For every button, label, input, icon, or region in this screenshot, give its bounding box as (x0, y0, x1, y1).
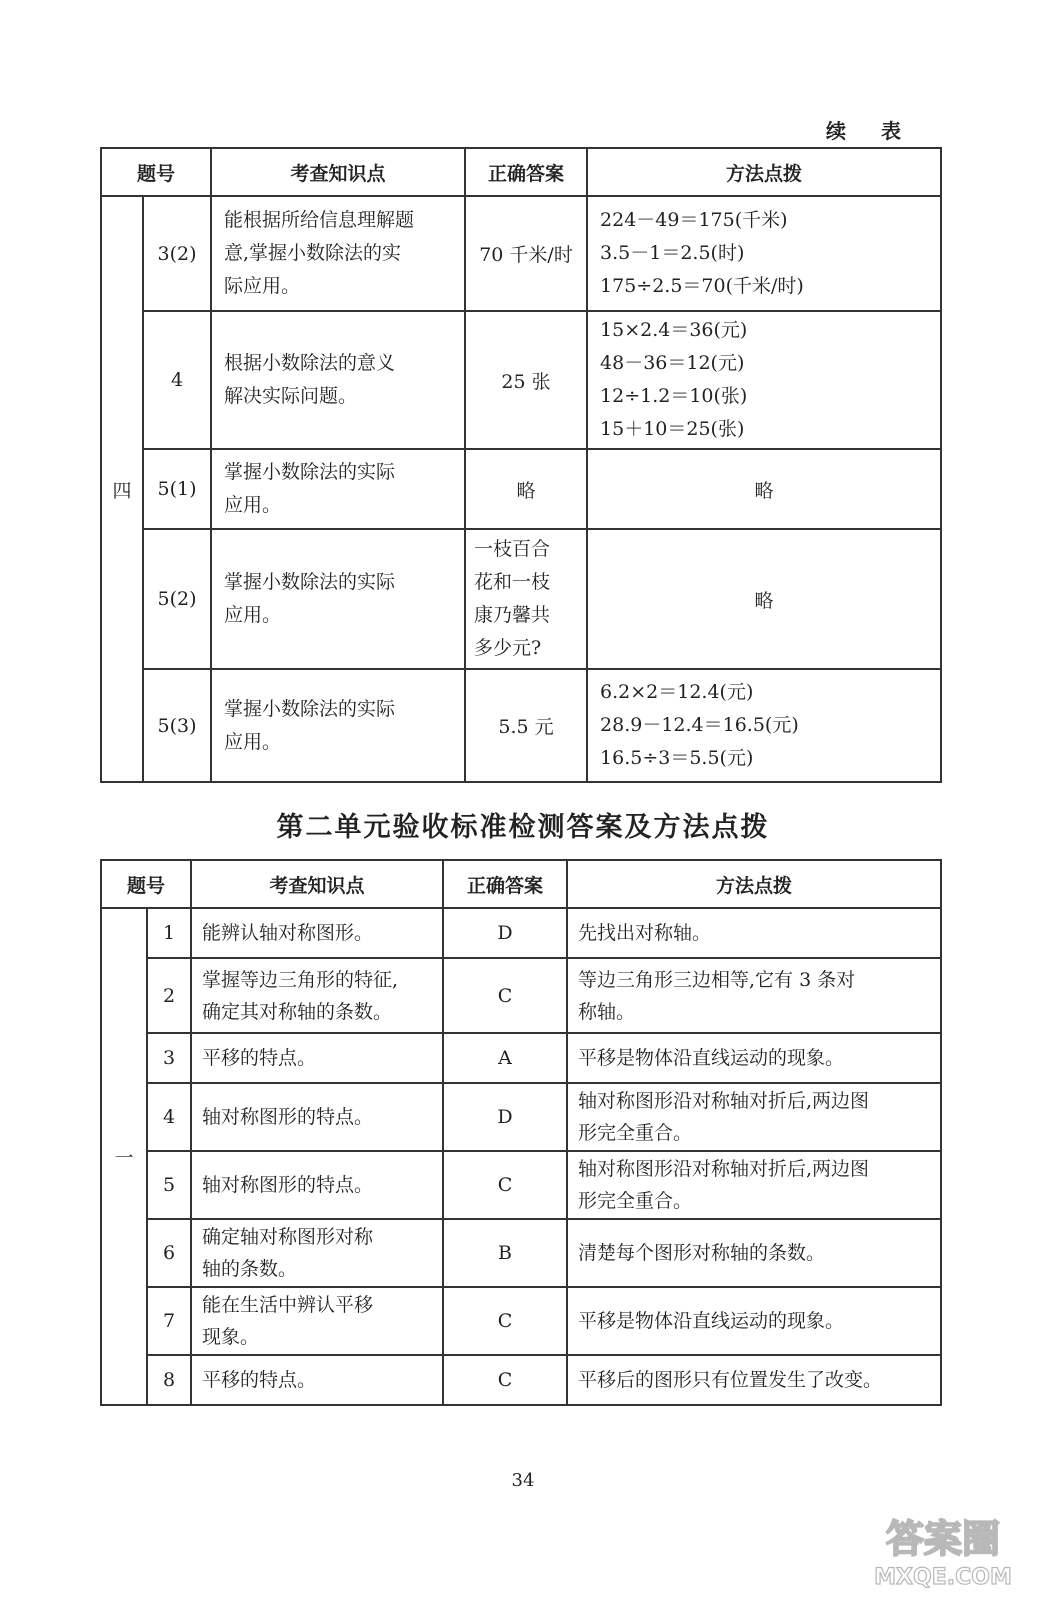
answer-cell: D (443, 908, 567, 958)
method-line: 称轴。 (578, 1000, 636, 1023)
knowledge-cell (191, 908, 443, 958)
header-number: 题号 (101, 148, 211, 196)
method-cell (567, 1219, 941, 1287)
question-number: 6 (147, 1219, 191, 1287)
knowledge-line: 确定轴对称图形对称 (202, 1226, 374, 1248)
answer-cell: B (443, 1219, 567, 1287)
knowledge-line: 掌握小数除法的实际 (224, 697, 396, 720)
method-line: 15＋10＝25(张) (600, 418, 745, 440)
question-number: 7 (147, 1287, 191, 1355)
knowledge-line: 平移的特点。 (202, 1369, 317, 1391)
knowledge-line: 平移的特点。 (202, 1047, 317, 1069)
question-group: 一 (101, 908, 147, 1405)
header-knowledge: 考查知识点 (191, 860, 443, 908)
question-number: 3(2) (143, 196, 211, 311)
table-row (101, 1219, 941, 1287)
knowledge-cell (211, 311, 465, 449)
method-line: 15×2.4＝36(元) (600, 319, 748, 341)
knowledge-cell (211, 196, 465, 311)
method-line: 等边三角形三边相等,它有 3 条对 (578, 968, 856, 991)
table-header-row (101, 148, 941, 196)
answer-cell: C (443, 1355, 567, 1405)
method-cell (587, 669, 941, 782)
knowledge-line: 解决实际问题。 (224, 385, 358, 407)
knowledge-cell (211, 529, 465, 669)
knowledge-line: 应用。 (224, 730, 282, 753)
watermark-text: 答案圈 (885, 1517, 1001, 1561)
section-title: 第二单元验收标准检测答案及方法点拨 (276, 812, 770, 843)
method-line: 形完全重合。 (578, 1122, 693, 1144)
table-row (101, 1151, 941, 1219)
header-method: 方法点拨 (567, 860, 941, 908)
knowledge-line: 根据小数除法的意义 (224, 352, 396, 374)
method-cell (587, 196, 941, 311)
answer-cell: 略 (465, 449, 587, 529)
method-line: 48－36＝12(元) (600, 352, 745, 374)
knowledge-cell (191, 1355, 443, 1405)
answer-table-continued (100, 147, 942, 783)
method-cell (587, 311, 941, 449)
knowledge-cell (211, 449, 465, 529)
knowledge-line: 意,掌握小数除法的实 (224, 242, 402, 264)
answer-cell: 25 张 (465, 311, 587, 449)
knowledge-cell (191, 1287, 443, 1355)
method-line: 28.9－12.4＝16.5(元) (600, 714, 799, 736)
knowledge-line: 能根据所给信息理解题 (224, 209, 415, 231)
method-cell (567, 1033, 941, 1083)
table-row (101, 449, 941, 529)
method-line: 3.5－1＝2.5(时) (600, 242, 745, 264)
header-answer: 正确答案 (443, 860, 567, 908)
method-line: 平移是物体沿直线运动的现象。 (578, 1047, 845, 1069)
header-knowledge: 考查知识点 (211, 148, 465, 196)
answer-line: 康乃馨共 (474, 604, 551, 626)
question-number: 5(1) (143, 449, 211, 529)
answer-cell: A (443, 1033, 567, 1083)
question-number: 3 (147, 1033, 191, 1083)
knowledge-line: 现象。 (202, 1326, 260, 1348)
knowledge-line: 能辨认轴对称图形。 (202, 922, 374, 944)
method-line: 清楚每个图形对称轴的条数。 (578, 1242, 826, 1264)
answer-cell: C (443, 958, 567, 1033)
method-line: 平移是物体沿直线运动的现象。 (578, 1310, 845, 1332)
continued-label: 续 表 (826, 119, 915, 143)
table-row (101, 529, 941, 669)
question-number: 8 (147, 1355, 191, 1405)
method-cell (567, 1355, 941, 1405)
table-row (101, 1033, 941, 1083)
question-group: 四 (101, 196, 143, 782)
question-number: 5 (147, 1151, 191, 1219)
method-line: 先找出对称轴。 (578, 922, 712, 944)
method-cell (567, 908, 941, 958)
watermark-logo (855, 1508, 1030, 1592)
answer-line: 多少元? (474, 637, 542, 659)
table-row (101, 1287, 941, 1355)
knowledge-line: 确定其对称轴的条数。 (202, 1000, 393, 1023)
answer-cell: 5.5 元 (465, 669, 587, 782)
knowledge-line: 能在生活中辨认平移 (202, 1294, 374, 1316)
method-cell: 略 (587, 449, 941, 529)
header-answer: 正确答案 (465, 148, 587, 196)
method-cell (567, 1287, 941, 1355)
knowledge-cell (191, 958, 443, 1033)
table-row (101, 908, 941, 958)
answer-cell: D (443, 1083, 567, 1151)
method-line: 6.2×2＝12.4(元) (600, 681, 754, 703)
table-row (101, 196, 941, 311)
knowledge-line: 轴的条数。 (202, 1258, 298, 1280)
method-line: 形完全重合。 (578, 1190, 693, 1212)
knowledge-line: 掌握小数除法的实际 (224, 461, 396, 483)
method-line: 224－49＝175(千米) (600, 209, 788, 231)
answer-table-unit-2 (100, 859, 942, 1406)
knowledge-line: 应用。 (224, 494, 282, 516)
knowledge-line: 应用。 (224, 604, 282, 626)
table-row (101, 1355, 941, 1405)
table-header-row (101, 860, 941, 908)
answer-line: 一枝百合 (474, 538, 551, 560)
header-number: 题号 (101, 860, 191, 908)
answer-cell (465, 529, 587, 669)
knowledge-cell (211, 669, 465, 782)
question-number: 5(3) (143, 669, 211, 782)
knowledge-line: 轴对称图形的特点。 (202, 1106, 374, 1128)
header-method: 方法点拨 (587, 148, 941, 196)
method-cell: 略 (587, 529, 941, 669)
answer-line: 花和一枝 (474, 571, 551, 593)
knowledge-line: 掌握等边三角形的特征, (202, 968, 399, 991)
question-number: 4 (147, 1083, 191, 1151)
method-line: 12÷1.2＝10(张) (600, 385, 748, 407)
answer-cell: 70 千米/时 (465, 196, 587, 311)
method-line: 175÷2.5＝70(千米/时) (600, 275, 804, 297)
knowledge-cell (191, 1219, 443, 1287)
question-number: 1 (147, 908, 191, 958)
knowledge-line: 掌握小数除法的实际 (224, 571, 396, 593)
knowledge-line: 际应用。 (224, 275, 301, 297)
table-row (101, 1083, 941, 1151)
answer-cell: C (443, 1287, 567, 1355)
question-number: 4 (143, 311, 211, 449)
knowledge-line: 轴对称图形的特点。 (202, 1174, 374, 1196)
method-line: 轴对称图形沿对称轴对折后,两边图 (578, 1158, 870, 1180)
table-row (101, 311, 941, 449)
question-number: 5(2) (143, 529, 211, 669)
method-cell (567, 1151, 941, 1219)
answer-cell: C (443, 1151, 567, 1219)
method-cell (567, 958, 941, 1033)
table-row (101, 669, 941, 782)
knowledge-cell (191, 1151, 443, 1219)
page-number: 34 (511, 1470, 535, 1491)
method-line: 轴对称图形沿对称轴对折后,两边图 (578, 1090, 870, 1112)
watermark-url: MXQE.COM (874, 1565, 1012, 1590)
table-row (101, 958, 941, 1033)
method-line: 16.5÷3＝5.5(元) (600, 747, 754, 769)
knowledge-cell (191, 1033, 443, 1083)
knowledge-cell (191, 1083, 443, 1151)
method-cell (567, 1083, 941, 1151)
method-line: 平移后的图形只有位置发生了改变。 (578, 1369, 883, 1391)
question-number: 2 (147, 958, 191, 1033)
